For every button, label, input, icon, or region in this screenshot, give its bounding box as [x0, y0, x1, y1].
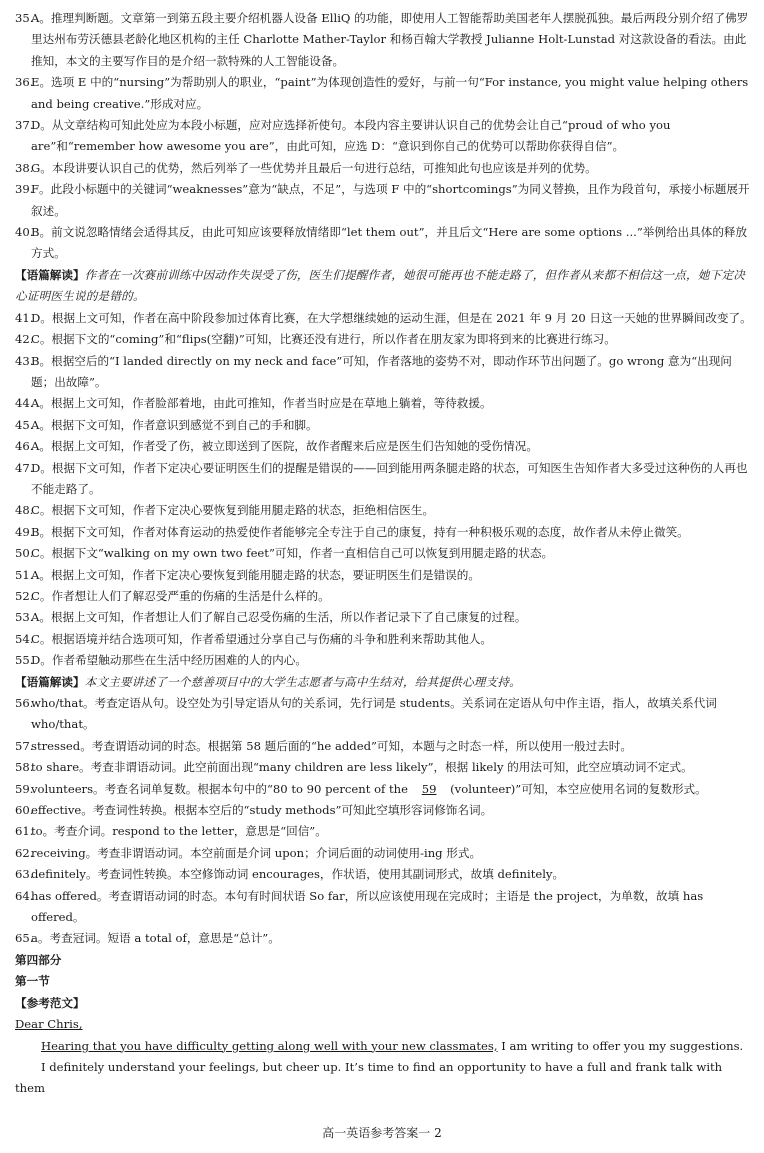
item-text: definitely。考查词性转换。本空修饰动词 encourages，作状语，使用其副词形式，故填 definitely。 — [31, 867, 565, 882]
answers-cloze — [15, 308, 753, 672]
item-text: A。根据上文可知，作者下定决心要恢复到能用腿走路的状态，要证明医生们是错误的。 — [31, 567, 480, 582]
item-text: G。本段讲要认识自己的优势，然后列举了一些优势并且最后一句进行总结，可推知此句也应该是并列的优势。 — [31, 160, 597, 175]
section-title: 第一节 — [15, 974, 50, 989]
item-text: D。根据上文可知，作者在高中阶段参加过体育比赛，在大学想继续她的运动生涯，但是在 2021 年 9 月 20 日这一天她的世界瞬间改变了。 — [31, 310, 752, 325]
answer-item — [15, 351, 753, 394]
item-text: volunteers。考查名词单复数。根据本句中的“80 to 90 percent of the — [31, 781, 412, 796]
item-number: 41. — [15, 310, 34, 325]
item-number: 57. — [15, 738, 34, 753]
answer-item — [15, 329, 753, 350]
item-text: D。根据下文可知，作者下定决心要证明医生们的提醒是错误的——回到能用两条腿走路的状态，可知医生告知作者大多受过这种伤的人再也不能走路了。 — [31, 460, 748, 496]
answer-item — [15, 458, 753, 501]
item-text: D。作者希望触动那些在生活中经历困难的人的内心。 — [31, 653, 307, 668]
item-number: 50. — [15, 546, 34, 561]
item-number: 35. — [15, 11, 34, 25]
answer-item — [15, 500, 753, 521]
item-number: 39. — [15, 182, 34, 197]
answer-item — [15, 629, 753, 650]
item-text: effective。考查词性转换。根据本空后的“study methods”可知此空填形容词修饰名词。 — [31, 803, 493, 818]
answer-item — [15, 522, 753, 543]
answer-item — [15, 179, 753, 222]
answer-document — [15, 8, 753, 1100]
answer-item — [15, 115, 753, 158]
item-number: 61. — [15, 824, 34, 839]
analysis-tag: 【语篇解读】 — [15, 674, 85, 689]
answer-item — [15, 928, 753, 949]
analysis-text: 本文主要讲述了一个慈善项目中的大学生志愿者与高中生结对，给其提供心理支持。 — [84, 674, 521, 689]
item-text: who/that。考查定语从句。设空处为引导定语从句的关系词，先行词是 students。关系词在定语从句中作主语，指人，故填关系代词 who/that。 — [31, 696, 717, 732]
item-number: 43. — [15, 353, 34, 368]
item-text: C。根据下文的“coming”和“flips(空翻)”可知，比赛还没有进行，所以作者在朋友家为即将到来的比赛进行练习。 — [31, 332, 616, 347]
item-text: D。从文章结构可知此处应为本段小标题，应对应选择祈使句。本段内容主要讲认识自己的优势会让自己“proud of who you are”和“remember how awesome you are”，由此可知，应选 D：“意识到你自己的优势可以帮助你获得自信”。 — [31, 118, 671, 154]
item-text: A。根据上文可知，作者受了伤，被立即送到了医院，故作者醒来后应是医生们告知她的受伤情况。 — [31, 439, 538, 454]
item-number: 44. — [15, 396, 34, 411]
item-number: 42. — [15, 332, 34, 347]
analysis-text: 作者在一次赛前训练中因动作失误受了伤，医生们提醒作者，她很可能再也不能走路了，但作者从来都不相信这一点，她下定决心证明医生说的是错的。 — [15, 267, 746, 304]
underlined-sentence: Hearing that you have difficulty getting along well with your new classmates, — [41, 1038, 498, 1053]
item-number: 62. — [15, 845, 34, 860]
item-number: 60. — [15, 803, 34, 818]
item-text: C。根据下文可知，作者下定决心要恢复到能用腿走路的状态，拒绝相信医生。 — [31, 503, 435, 518]
answer-item — [15, 757, 753, 778]
item-number: 55. — [15, 653, 34, 668]
item-text: (volunteer)”可知，本空应使用名词的复数形式。 — [446, 781, 707, 796]
item-number: 36. — [15, 75, 34, 90]
item-text: A。根据上文可知，作者脸部着地，由此可推知，作者当时应是在草地上躺着，等待救援。 — [31, 396, 492, 411]
item-text: B。根据空后的“I landed directly on my neck and face”可知，作者落地的姿势不对，即动作环节出问题了。go wrong 意为“出现问题；出故障”。 — [31, 353, 732, 389]
answer-item — [15, 821, 753, 842]
page-footer: 高一英语参考答案一 2 — [322, 1126, 442, 1140]
answer-item — [15, 607, 753, 628]
item-number: 63. — [15, 867, 34, 882]
item-number: 38. — [15, 160, 34, 175]
item-text: B。根据下文可知，作者对体育运动的热爱使作者能够完全专注于自己的康复，持有一种积极乐观的态度，故作者从未停止微笑。 — [31, 524, 689, 539]
answer-item — [15, 8, 753, 72]
answer-item — [15, 565, 753, 586]
answer-item — [15, 308, 753, 329]
item-text: C。作者想让人们了解忍受严重的伤痛的生活是什么样的。 — [31, 588, 330, 603]
item-text: F。此段小标题中的关键词“weaknesses”意为“缺点，不足”，与选项 F 中的“shortcomings”为同义替换，且作为段首句，承接小标题展开叙述。 — [31, 182, 750, 218]
answer-item — [15, 779, 753, 800]
item-text: E。选项 E 中的“nursing”为帮助别人的职业，“paint”为体现创造性的爱好，与前一句“For instance, you might value helping others and being creative.”形成对应。 — [31, 75, 749, 111]
item-text: A。推理判断题。文章第一到第五段主要介绍机器人设备 ElliQ 的功能，即使用人工智能帮助美国老年人摆脱孤独。最后两段分别介绍了佛罗里达州布劳沃德县老龄化地区机构的主任 Charlotte Mather-Taylor 和杨百翰大学教授 Julianne Holt-Lunstad 对这款设备的看法。由此推知，本文的主要写作目的是介绍一款特殊的人工智能设备。 — [31, 11, 749, 68]
answer-item — [15, 843, 753, 864]
item-number: 52. — [15, 588, 34, 603]
blank-number: 59 — [421, 781, 437, 796]
answer-item — [15, 543, 753, 564]
item-text: C。根据下文“walking on my own two feet”可知，作者一直相信自己可以恢复到用腿走路的状态。 — [31, 546, 554, 561]
item-number: 46. — [15, 439, 34, 454]
item-text: receiving。考查非谓语动词。本空前面是介词 upon；介词后面的动词使用-ing 形式。 — [31, 845, 482, 860]
part-title: 第四部分 — [15, 952, 62, 967]
item-number: 51. — [15, 567, 34, 582]
item-text: stressed。考查谓语动词的时态。根据第 58 题后面的“he added”可知，本题与之时态一样，所以使用一般过去时。 — [31, 738, 632, 753]
item-number: 47. — [15, 460, 34, 475]
item-number: 49. — [15, 524, 34, 539]
item-number: 37. — [15, 118, 34, 133]
answer-item — [15, 415, 753, 436]
answers-reading — [15, 8, 753, 265]
answer-item — [15, 393, 753, 414]
letter-paragraph-1 — [15, 1036, 753, 1057]
paragraph-text: I am writing to offer you my suggestions. — [497, 1038, 744, 1053]
letter-greeting: Dear Chris, — [15, 1017, 83, 1032]
letter-paragraph-2: I definitely understand your feelings, but cheer up. It’s time to find an opportunity to have a full and frank talk with them — [15, 1059, 723, 1096]
answer-item — [15, 72, 753, 115]
item-number: 54. — [15, 631, 34, 646]
item-number: 58. — [15, 760, 34, 775]
item-text: has offered。考查谓语动词的时态。本句有时间状语 So far，所以应该使用现在完成时；主语是 the project，为单数，故填 has offered。 — [31, 888, 704, 925]
answer-item — [15, 864, 753, 885]
item-text: C。根据语境并结合选项可知，作者希望通过分享自己与伤痛的斗争和胜利来帮助其他人。 — [31, 631, 493, 646]
item-text: A。根据上文可知，作者想让人们了解自己忍受伤痛的生活，所以作者记录下了自己康复的过程。 — [31, 610, 527, 625]
answer-item — [15, 650, 753, 671]
item-number: 64. — [15, 888, 34, 903]
item-number: 53. — [15, 610, 34, 625]
model-essay-label: 【参考范文】 — [15, 995, 85, 1010]
answer-item — [15, 222, 753, 265]
item-text: to share。考查非谓语动词。此空前面出现“many children are less likely”，根据 likely 的用法可知，此空应填动词不定式。 — [31, 760, 693, 775]
answer-item — [15, 586, 753, 607]
item-number: 45. — [15, 417, 34, 432]
passage-analysis-2 — [15, 672, 753, 693]
analysis-tag: 【语篇解读】 — [15, 267, 85, 282]
passage-analysis-1 — [15, 265, 753, 308]
item-number: 48. — [15, 503, 34, 518]
answers-grammar-fill-2 — [15, 800, 753, 950]
answer-item — [15, 800, 753, 821]
item-text: to。考查介词。respond to the letter，意思是“回信”。 — [31, 824, 327, 839]
answer-item — [15, 736, 753, 757]
item-text: a。考查冠词。短语 a total of，意思是“总计”。 — [31, 931, 280, 946]
answer-item — [15, 158, 753, 179]
item-number: 65. — [15, 931, 34, 946]
item-text: A。根据下文可知，作者意识到感觉不到自己的手和脚。 — [31, 417, 318, 432]
item-text: B。前文说忽略情绪会适得其反，由此可知应该要释放情绪即“let them out”，并且后文“Here are some options ...”举例给出具体的释放方式。 — [31, 225, 748, 261]
item-number: 40. — [15, 225, 34, 240]
item-number: 59. — [15, 781, 34, 796]
answer-item — [15, 693, 753, 736]
item-number: 56. — [15, 696, 34, 710]
answer-item — [15, 436, 753, 457]
answer-item — [15, 886, 753, 929]
answers-grammar-fill — [15, 693, 753, 779]
